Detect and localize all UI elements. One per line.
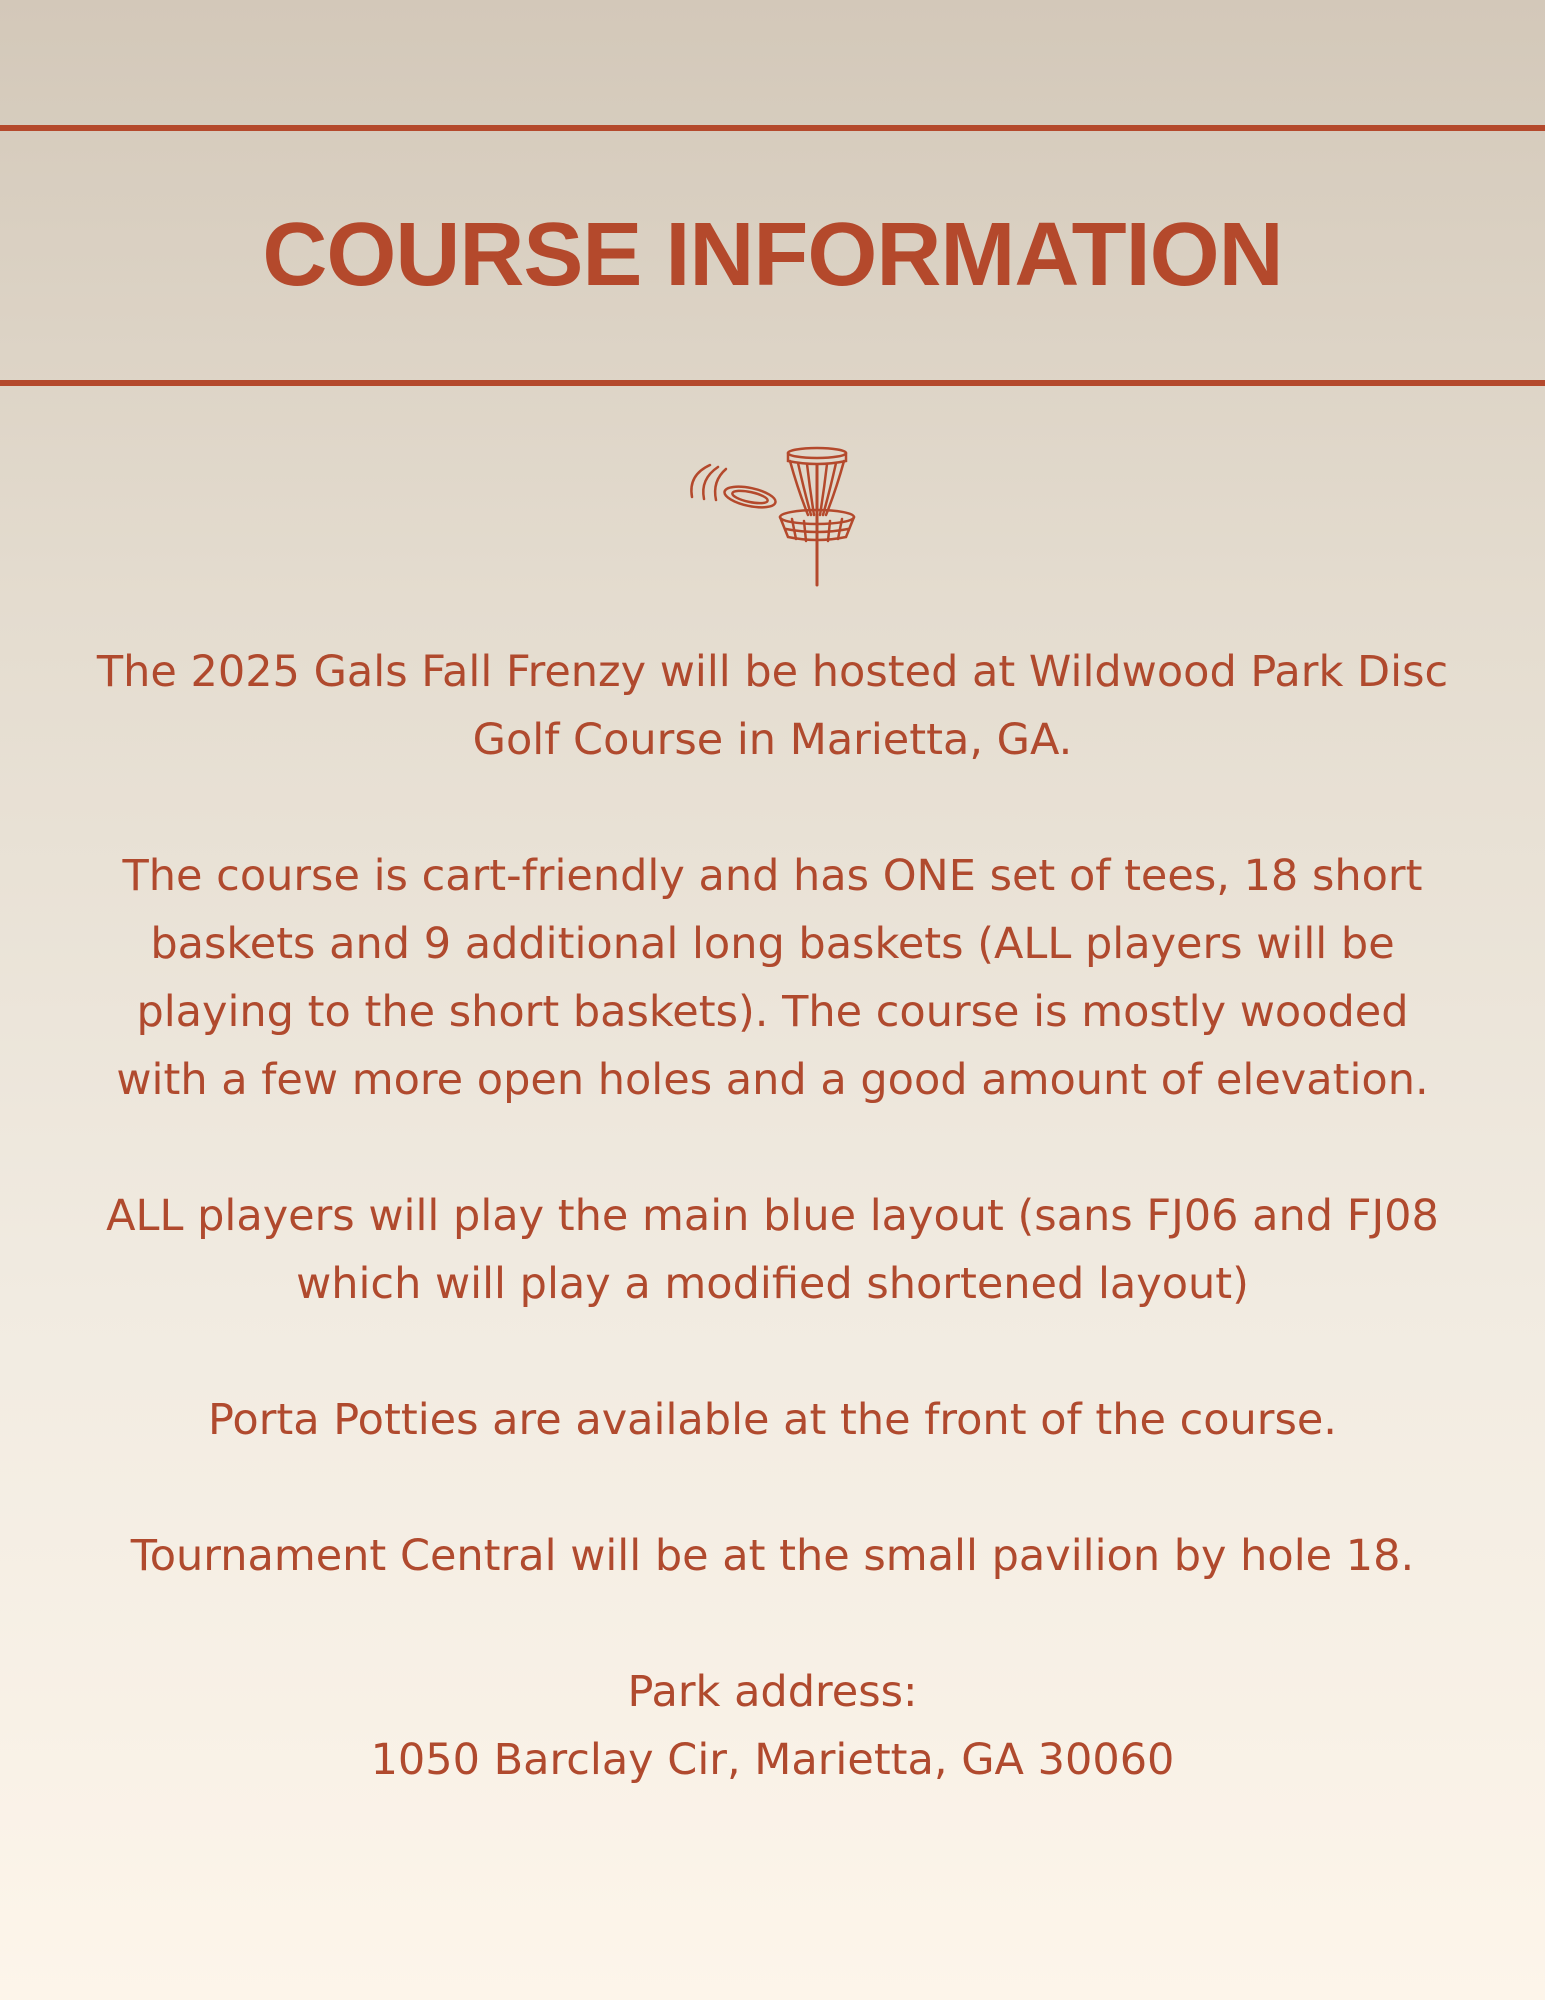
- disc-golf-basket-icon: [680, 445, 870, 590]
- header-bottom-divider: [0, 380, 1545, 386]
- header-top-divider: [0, 125, 1545, 131]
- paragraph-layout: ALL players will play the main blue layout (sans FJ06 and FJ08 which will play a modified shortened layout): [106, 1191, 1439, 1309]
- address-value: 1050 Barclay Cir, Marietta, GA 30060: [370, 1735, 1175, 1785]
- paragraph-facilities: Porta Potties are available at the front of the course.: [208, 1395, 1337, 1445]
- course-information-body: [90, 638, 1455, 1794]
- paragraph-tournament-central: Tournament Central will be at the small pavilion by hole 18.: [130, 1531, 1415, 1581]
- paragraph-venue: The 2025 Gals Fall Frenzy will be hosted at Wildwood Park Disc Golf Course in Marietta, GA.: [96, 647, 1449, 765]
- paragraph-course-details: The course is cart-friendly and has ONE set of tees, 18 short baskets and 9 additional long baskets (ALL players will be playing to the short baskets). The course is mostly wooded with a few more open holes and a good amount of elevation.: [116, 851, 1429, 1105]
- park-address: [90, 1658, 1455, 1794]
- address-label: Park address:: [627, 1667, 918, 1717]
- page-title: COURSE INFORMATION: [262, 205, 1283, 305]
